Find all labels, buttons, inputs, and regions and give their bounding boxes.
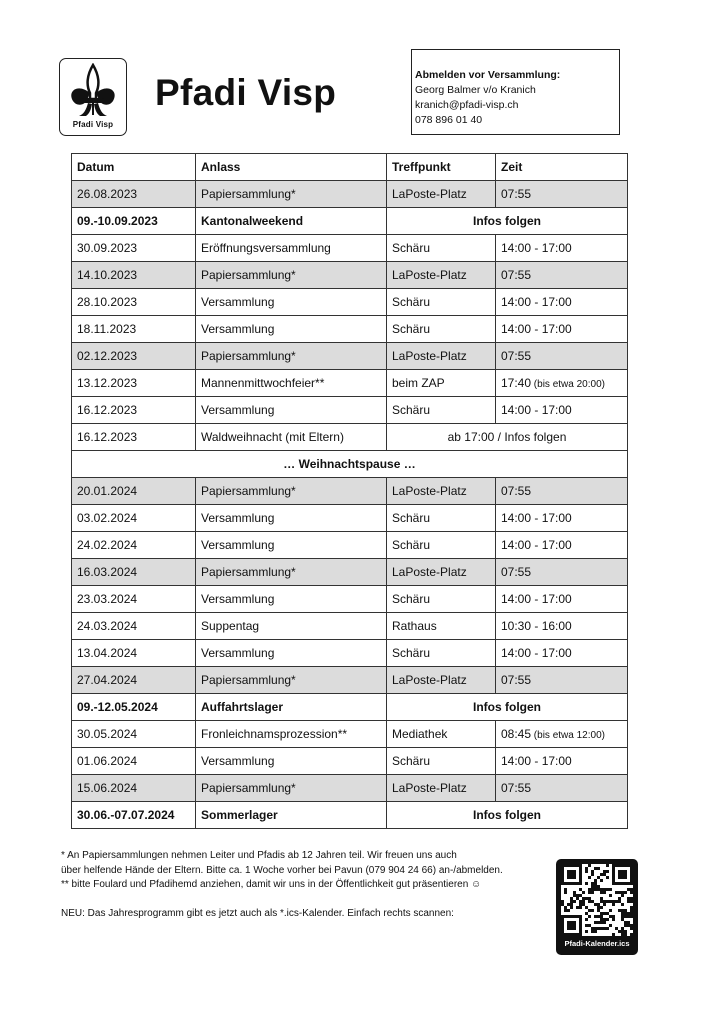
cell-time	[496, 721, 628, 748]
cell-event: Suppentag	[196, 613, 387, 640]
time-note: (bis etwa 20:00)	[531, 379, 605, 390]
footnote-calendar: NEU: Das Jahresprogramm gibt es jetzt auch als *.ics-Kalender. Einfach rechts scannen:	[61, 907, 454, 919]
cell-place: Schäru	[387, 586, 496, 613]
cell-time: 14:00 - 17:00	[496, 505, 628, 532]
table-row	[72, 532, 628, 559]
header-datum: Datum	[72, 154, 196, 181]
cell-event: Mannenmittwochfeier**	[196, 370, 387, 397]
cell-event: Versammlung	[196, 586, 387, 613]
cell-date: 30.05.2024	[72, 721, 196, 748]
table-row	[72, 802, 628, 829]
cell-date: 13.12.2023	[72, 370, 196, 397]
cell-place: Schäru	[387, 397, 496, 424]
cell-event: Papiersammlung*	[196, 181, 387, 208]
qr-code[interactable]	[556, 859, 638, 955]
cell-event: Papiersammlung*	[196, 262, 387, 289]
cell-time: 07:55	[496, 667, 628, 694]
contact-phone: 078 896 01 40	[415, 114, 483, 126]
table-row	[72, 208, 628, 235]
cell-time: 07:55	[496, 262, 628, 289]
cell-info: Infos folgen	[387, 802, 628, 829]
cell-event: Auffahrtslager	[196, 694, 387, 721]
footnote-paper: * An Papiersammlungen nehmen Leiter und Pfadis ab 12 Jahren teil. Wir freuen uns auch	[61, 850, 457, 861]
cell-time: 07:55	[496, 343, 628, 370]
table-row	[72, 343, 628, 370]
logo	[59, 58, 127, 136]
table-row	[72, 721, 628, 748]
cell-info: Infos folgen	[387, 694, 628, 721]
header-treffpunkt: Treffpunkt	[387, 154, 496, 181]
table-row	[72, 316, 628, 343]
table-row	[72, 748, 628, 775]
cell-info: ab 17:00 / Infos folgen	[387, 424, 628, 451]
table-row	[72, 667, 628, 694]
table-row	[72, 613, 628, 640]
cell-event: Versammlung	[196, 316, 387, 343]
cell-place: LaPoste-Platz	[387, 775, 496, 802]
cell-date: 24.03.2024	[72, 613, 196, 640]
cell-event: Waldweihnacht (mit Eltern)	[196, 424, 387, 451]
cell-date: 09.-10.09.2023	[72, 208, 196, 235]
cell-date: 16.12.2023	[72, 424, 196, 451]
contact-email[interactable]: kranich@pfadi-visp.ch	[415, 99, 519, 111]
cell-event: Versammlung	[196, 505, 387, 532]
contact-box	[411, 49, 620, 135]
table-row	[72, 559, 628, 586]
cell-place: LaPoste-Platz	[387, 343, 496, 370]
contact-heading: Abmelden vor Versammlung:	[415, 69, 561, 81]
cell-place: Schäru	[387, 640, 496, 667]
table-row	[72, 478, 628, 505]
cell-break: … Weihnachtspause …	[72, 451, 628, 478]
header-zeit: Zeit	[496, 154, 628, 181]
cell-event: Papiersammlung*	[196, 478, 387, 505]
cell-date: 03.02.2024	[72, 505, 196, 532]
cell-date: 18.11.2023	[72, 316, 196, 343]
cell-place: Rathaus	[387, 613, 496, 640]
cell-place: Schäru	[387, 289, 496, 316]
cell-date: 30.06.-07.07.2024	[72, 802, 196, 829]
cell-info: Infos folgen	[387, 208, 628, 235]
contact-name: Georg Balmer v/o Kranich	[415, 84, 536, 96]
table-row	[72, 505, 628, 532]
time-value: 08:45	[501, 727, 532, 741]
footnotes	[61, 849, 551, 921]
schedule-table	[71, 153, 628, 829]
cell-date: 26.08.2023	[72, 181, 196, 208]
cell-place: Schäru	[387, 748, 496, 775]
cell-date: 14.10.2023	[72, 262, 196, 289]
cell-time: 10:30 - 16:00	[496, 613, 628, 640]
cell-time: 14:00 - 17:00	[496, 532, 628, 559]
table-row	[72, 289, 628, 316]
table-row	[72, 181, 628, 208]
cell-date: 13.04.2024	[72, 640, 196, 667]
cell-time: 07:55	[496, 181, 628, 208]
cell-time: 07:55	[496, 478, 628, 505]
header-anlass: Anlass	[196, 154, 387, 181]
cell-event: Sommerlager	[196, 802, 387, 829]
fleur-de-lis-icon	[64, 63, 122, 119]
table-row	[72, 262, 628, 289]
cell-date: 24.02.2024	[72, 532, 196, 559]
cell-time: 14:00 - 17:00	[496, 748, 628, 775]
cell-time: 14:00 - 17:00	[496, 586, 628, 613]
cell-event: Kantonalweekend	[196, 208, 387, 235]
cell-event: Papiersammlung*	[196, 775, 387, 802]
cell-date: 27.04.2024	[72, 667, 196, 694]
cell-event: Versammlung	[196, 289, 387, 316]
table-header-row	[72, 154, 628, 181]
cell-date: 02.12.2023	[72, 343, 196, 370]
cell-place: Schäru	[387, 505, 496, 532]
cell-time	[496, 370, 628, 397]
time-note: (bis etwa 12:00)	[531, 730, 605, 741]
qr-code-icon	[561, 864, 633, 936]
cell-time: 14:00 - 17:00	[496, 397, 628, 424]
cell-date: 20.01.2024	[72, 478, 196, 505]
footnote-paper-cont: über helfende Hände der Eltern. Bitte ca. 1 Woche vorher bei Pavun (079 904 24 66) an-/abmelden.	[61, 864, 503, 876]
table-row	[72, 775, 628, 802]
cell-place: Mediathek	[387, 721, 496, 748]
cell-date: 28.10.2023	[72, 289, 196, 316]
table-row	[72, 694, 628, 721]
cell-time: 14:00 - 17:00	[496, 316, 628, 343]
cell-event: Versammlung	[196, 397, 387, 424]
table-row	[72, 640, 628, 667]
cell-date: 01.06.2024	[72, 748, 196, 775]
table-row	[72, 397, 628, 424]
cell-event: Fronleichnamsprozession**	[196, 721, 387, 748]
cell-date: 16.03.2024	[72, 559, 196, 586]
cell-place: LaPoste-Platz	[387, 559, 496, 586]
cell-event: Papiersammlung*	[196, 667, 387, 694]
cell-time: 07:55	[496, 775, 628, 802]
table-row	[72, 235, 628, 262]
time-value: 17:40	[501, 376, 532, 390]
table-row	[72, 451, 628, 478]
footnote-uniform: ** bitte Foulard und Pfadihemd anziehen, damit wir uns in der Öffentlichkeit gut präsentieren ☺	[61, 879, 482, 890]
cell-time: 14:00 - 17:00	[496, 235, 628, 262]
cell-place: Schäru	[387, 316, 496, 343]
cell-time: 14:00 - 17:00	[496, 289, 628, 316]
qr-caption: Pfadi-Kalender.ics	[564, 939, 630, 948]
cell-place: Schäru	[387, 532, 496, 559]
cell-place: beim ZAP	[387, 370, 496, 397]
cell-event: Versammlung	[196, 748, 387, 775]
cell-place: LaPoste-Platz	[387, 262, 496, 289]
cell-date: 09.-12.05.2024	[72, 694, 196, 721]
cell-date: 30.09.2023	[72, 235, 196, 262]
table-row	[72, 370, 628, 397]
cell-event: Papiersammlung*	[196, 559, 387, 586]
table-row	[72, 424, 628, 451]
cell-event: Papiersammlung*	[196, 343, 387, 370]
cell-date: 16.12.2023	[72, 397, 196, 424]
cell-place: LaPoste-Platz	[387, 478, 496, 505]
cell-event: Eröffnungsversammlung	[196, 235, 387, 262]
page-title: Pfadi Visp	[155, 72, 337, 113]
table-row	[72, 586, 628, 613]
cell-time: 14:00 - 17:00	[496, 640, 628, 667]
cell-time: 07:55	[496, 559, 628, 586]
cell-event: Versammlung	[196, 532, 387, 559]
cell-date: 23.03.2024	[72, 586, 196, 613]
cell-event: Versammlung	[196, 640, 387, 667]
cell-place: LaPoste-Platz	[387, 181, 496, 208]
cell-place: Schäru	[387, 235, 496, 262]
logo-caption: Pfadi Visp	[72, 120, 114, 129]
cell-place: LaPoste-Platz	[387, 667, 496, 694]
cell-date: 15.06.2024	[72, 775, 196, 802]
